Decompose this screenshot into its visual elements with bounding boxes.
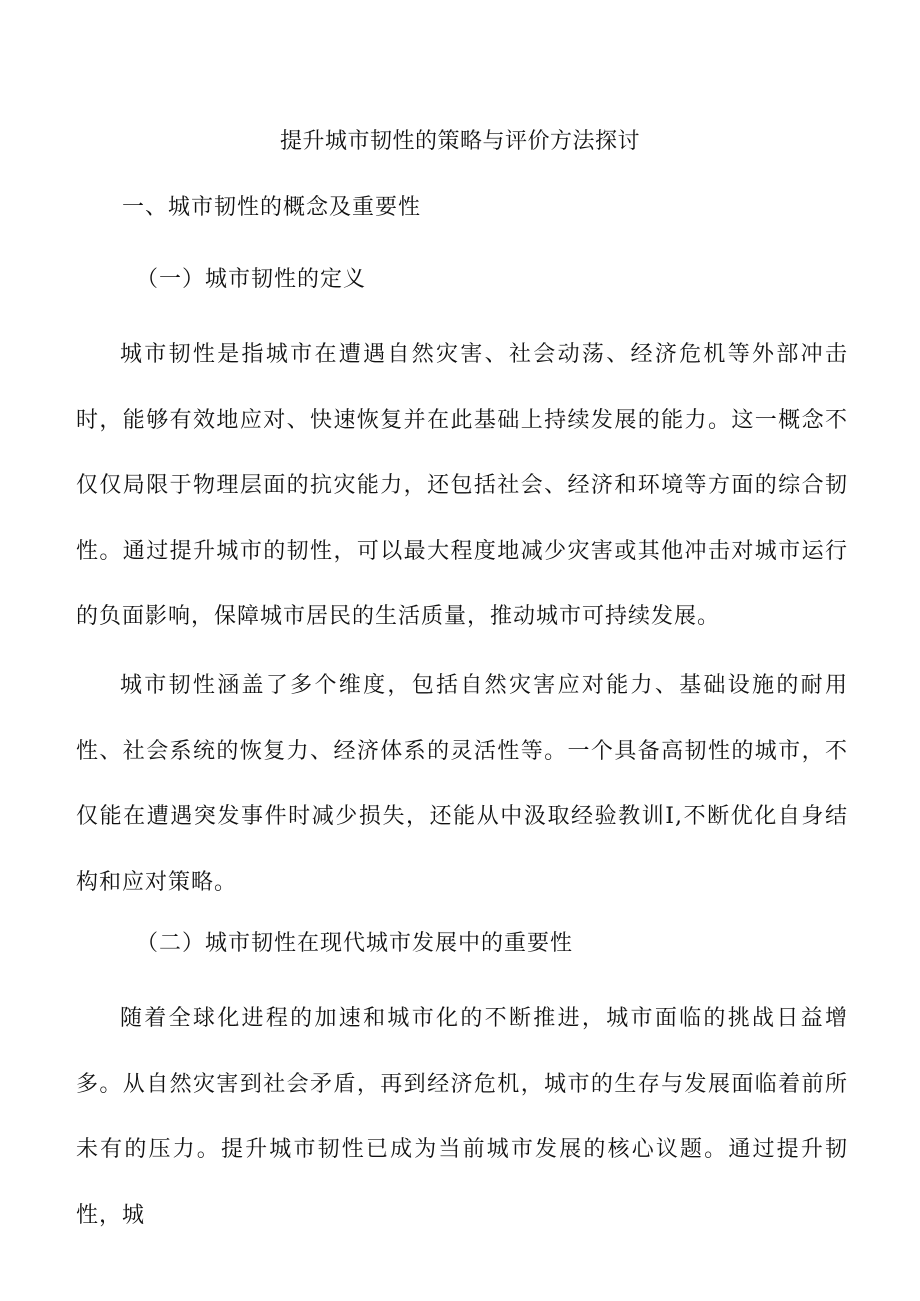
- document-title: 提升城市韧性的策略与评价方法探讨: [279, 129, 640, 154]
- paragraph: 随着全球化进程的加速和城市化的不断推进，城市面临的挑战日益增多。从自然灾害到社会矛盾，再到经济危机，城市的生存与发展面临着前所未有的压力。提升城市韧性已成为当前城市发展的核心议题。通过提升韧性，城: [76, 1006, 848, 1228]
- paragraph: 城市韧性是指城市在遭遇自然灾害、社会动荡、经济危机等外部冲击时，能够有效地应对、快速恢复并在此基础上持续发展的能力。这一概念不仅仅局限于物理层面的抗灾能力，还包括社会、经济和环境等方面的综合韧性。通过提升城市的韧性，可以最大程度地减少灾害或其他冲击对城市运行的负面影响，保障城市居民的生活质量，推动城市可持续发展。: [76, 342, 848, 629]
- paragraph: 城市韧性涵盖了多个维度，包括自然灾害应对能力、基础设施的耐用性、社会系统的恢复力、经济体系的灵活性等。一个具备高韧性的城市，不仅能在遭遇突发事件时减少损失，还能从中汲取经验教训I,不断优化自身结构和应对策略。: [76, 673, 848, 895]
- subsection-heading: （一）城市韧性的定义: [136, 267, 367, 292]
- subsection-heading: （二）城市韧性在现代城市发展中的重要性: [136, 931, 574, 956]
- section-heading: 一、城市韧性的概念及重要性: [122, 195, 422, 220]
